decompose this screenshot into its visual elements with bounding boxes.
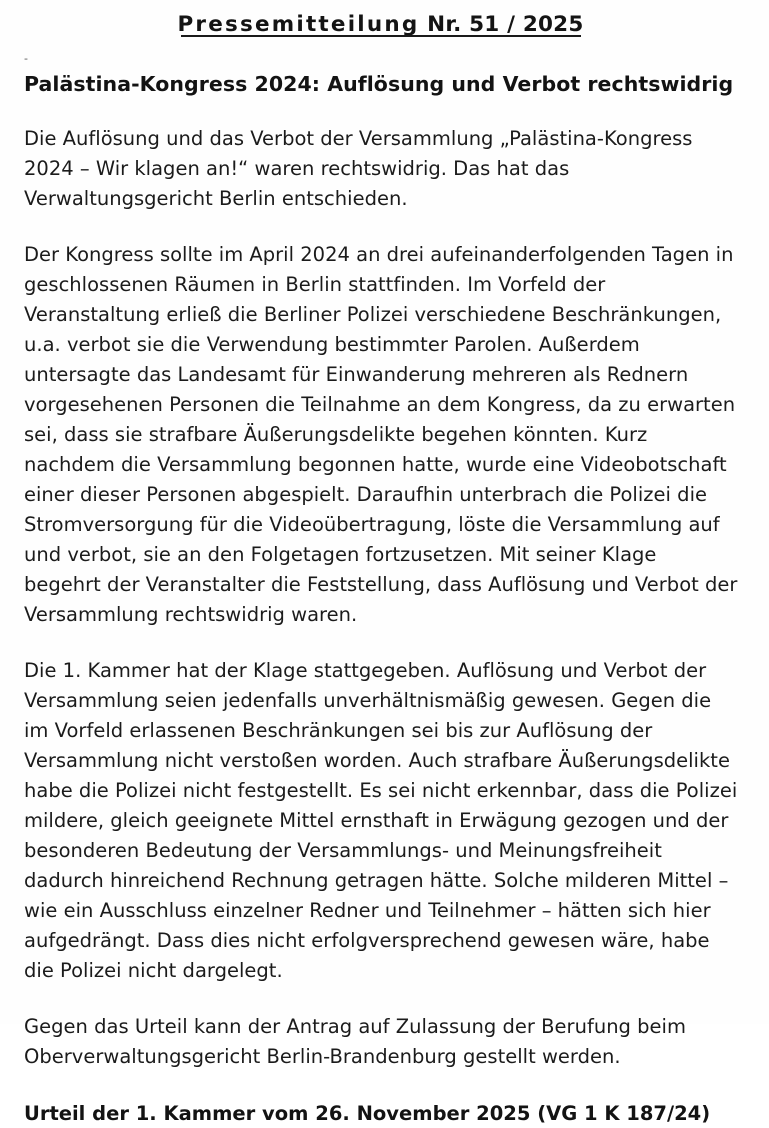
paragraph-3: Die 1. Kammer hat der Klage stattgegeben. Auflösung und Verbot der Versammlung seien jedenfalls unverhältnismäßig gewesen. Gegen die im Vorfeld erlassenen Beschränkungen sei bis zur Auflösung der Versammlung nicht verstoßen worden. Auch strafbare Äußerungsdelikte habe die Polizei nicht festgestellt. Es sei nicht erkennbar, dass die Polizei mildere, gleich geeignete Mittel ernsthaft in Erwägung gezogen und der besonderen Bedeutung der Versammlungs- und Meinungsfreiheit dadurch hinreichend Rechnung getragen hätte. Solche milderen Mittel – wie ein Ausschluss einzelner Redner und Teilnehmer – hätten sich hier aufgedrängt. Dass dies nicht erfolgversprechend gewesen wäre, habe die Polizei nicht dargelegt. [24,659,738,982]
ruling-reference: Urteil der 1. Kammer vom 26. November 2025 (VG 1 K 187/24) [24,1102,711,1125]
title-underline [181,35,581,37]
small-dash-marker: - [24,52,28,65]
article-headline: Palästina-Kongress 2024: Auflösung und Verbot rechtswidrig [24,72,734,96]
paragraph-1: Die Auflösung und das Verbot der Versammlung „Palästina-Kongress 2024 – Wir klagen an!“ waren rechtswidrig. Das hat das Verwaltungsgericht Berlin entschieden. [24,127,693,210]
page-title-prefix: Pressemitteilung [177,12,420,37]
paragraph-2: Der Kongress sollte im April 2024 an drei aufeinanderfolgenden Tagen in geschlossenen Räumen in Berlin stattfinden. Im Vorfeld der Veranstaltung erließ die Berliner Polizei verschiedene Beschränkungen, u.a. verbot sie die Verwendung bestimmter Parolen. Außerdem untersagte das Landesamt für Einwanderung mehreren als Rednern vorgesehenen Personen die Teilnahme an dem Kongress, da zu erwarten sei, dass sie strafbare Äußerungsdelikte begehen könnten. Kurz nachdem die Versammlung begonnen hatte, wurde eine Videobotschaft einer dieser Personen abgespielt. Daraufhin unterbrach die Polizei die Stromversorgung für die Videoübertragung, löste die Versammlung auf und verbot, sie an den Folgetagen fortzusetzen. Mit seiner Klage begehrt der Veranstalter die Feststellung, dass Auflösung und Verbot der Versammlung rechtswidrig waren. [24,243,738,626]
paragraph-4: Gegen das Urteil kann der Antrag auf Zulassung der Berufung beim Oberverwaltungsgericht Berlin-Brandenburg gestellt werden. [24,1015,686,1068]
page-title-suffix: Nr. 51 / 2025 [427,12,584,37]
